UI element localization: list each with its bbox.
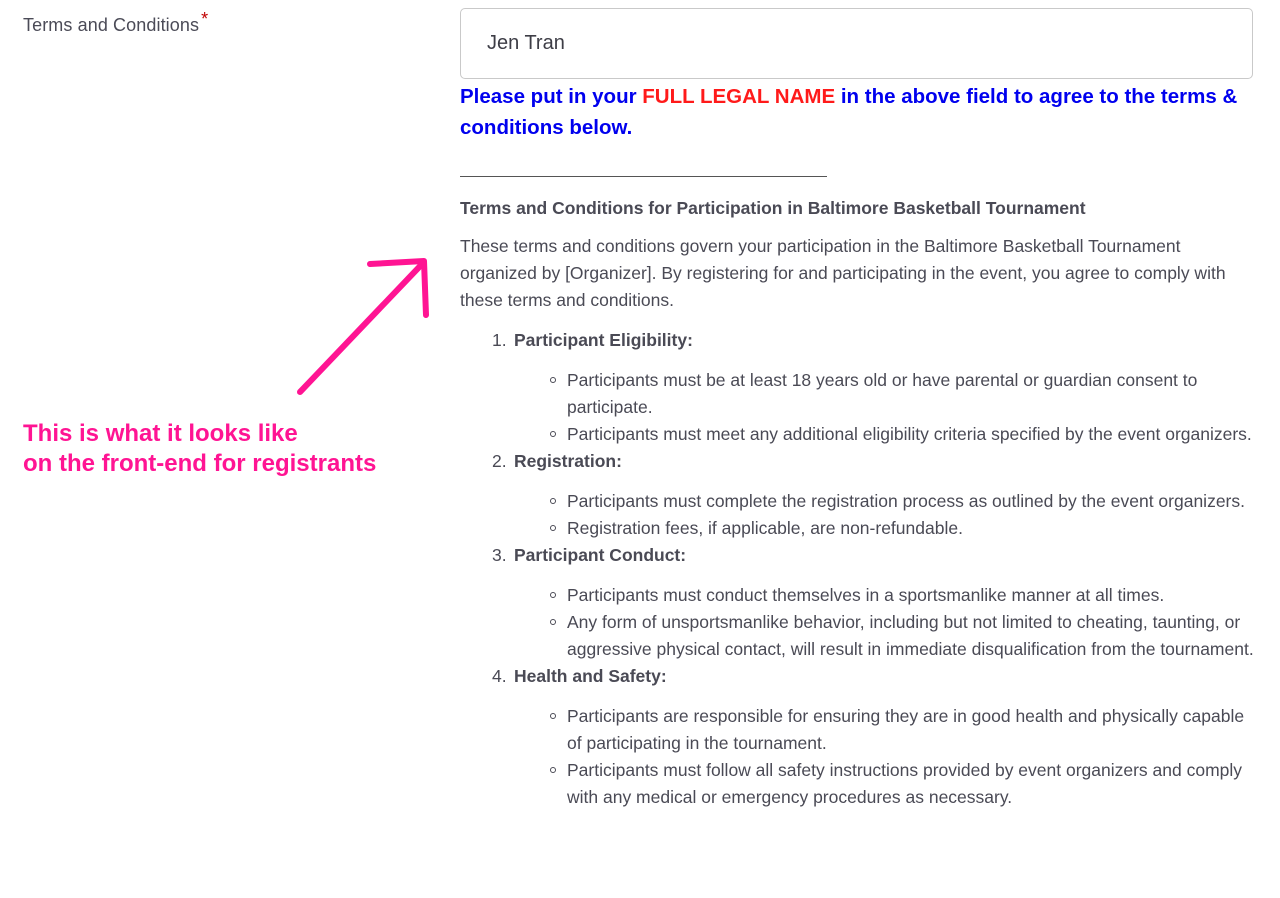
section-number: 2.: [492, 451, 507, 471]
section-item: [567, 421, 1260, 448]
section-items: [514, 703, 1260, 811]
section-item: [567, 609, 1260, 663]
bullet-icon: [550, 713, 556, 719]
section-item: [567, 515, 1260, 542]
section-title: Participant Conduct:: [514, 545, 687, 565]
section-title: Participant Eligibility:: [514, 330, 693, 350]
terms-field-label-text: Terms and Conditions: [23, 15, 200, 35]
section-item: [567, 488, 1260, 515]
section-item-text: Registration fees, if applicable, are non-refundable.: [567, 518, 963, 538]
section-items: [514, 367, 1260, 448]
section-item-text: Participants must follow all safety instructions provided by event organizers and comply with any medical or emergency procedures as necessary.: [567, 760, 1243, 807]
terms-section: [492, 327, 1260, 448]
bullet-icon: [550, 619, 556, 625]
bullet-icon: [550, 592, 556, 598]
terms-section: [492, 663, 1260, 811]
terms-section: [492, 542, 1260, 663]
required-marker: *: [201, 9, 209, 29]
bullet-icon: [550, 498, 556, 504]
section-item-text: Participants must conduct themselves in a sportsmanlike manner at all times.: [567, 585, 1165, 605]
terms-content: [460, 196, 1260, 811]
divider: [460, 176, 827, 177]
section-number: 4.: [492, 666, 507, 686]
bullet-icon: [550, 377, 556, 383]
section-number: 3.: [492, 545, 507, 565]
section-item: [567, 703, 1260, 757]
section-item: [567, 757, 1260, 811]
instruction-text: [460, 81, 1260, 143]
section-item-text: Participants must meet any additional eligibility criteria specified by the event organizers.: [567, 424, 1252, 444]
instruction-part-2: in the above field to agree to the terms & conditions below.: [460, 85, 1238, 139]
section-item: [567, 582, 1260, 609]
section-items: [514, 488, 1260, 542]
section-item: [567, 367, 1260, 421]
bullet-icon: [550, 431, 556, 437]
terms-sections-list: [460, 327, 1260, 811]
terms-title: Terms and Conditions for Participation in Baltimore Basketball Tournament: [460, 198, 1086, 218]
section-title: Registration:: [514, 451, 622, 471]
section-items: [514, 582, 1260, 663]
instruction-emphasis: FULL LEGAL NAME: [642, 85, 836, 108]
full-legal-name-input[interactable]: [460, 8, 1253, 79]
terms-section: [492, 448, 1260, 542]
section-number: 1.: [492, 330, 507, 350]
bullet-icon: [550, 525, 556, 531]
annotation-callout: [23, 419, 376, 479]
section-item-text: Participants must be at least 18 years old or have parental or guardian consent to participate.: [567, 370, 1198, 417]
section-item-text: Participants are responsible for ensuring they are in good health and physically capable of participating in the tournament.: [567, 706, 1245, 753]
section-item-text: Participants must complete the registration process as outlined by the event organizers.: [567, 491, 1245, 511]
bullet-icon: [550, 767, 556, 773]
section-item-text: Any form of unsportsmanlike behavior, including but not limited to cheating, taunting, or aggressive physical contact, will result in immediate disqualification from the tournament.: [567, 612, 1254, 659]
terms-field-label: [23, 9, 209, 36]
annotation-line-2: on the front-end for registrants: [23, 450, 377, 477]
terms-intro: These terms and conditions govern your participation in the Baltimore Basketball Tournament organized by [Organizer]. By registering for and participating in the event, you agree to comply with these terms and conditions.: [460, 236, 1226, 310]
annotation-line-1: This is what it looks like: [23, 420, 298, 447]
instruction-part-1: Please put in your: [460, 85, 643, 108]
section-title: Health and Safety:: [514, 666, 667, 686]
